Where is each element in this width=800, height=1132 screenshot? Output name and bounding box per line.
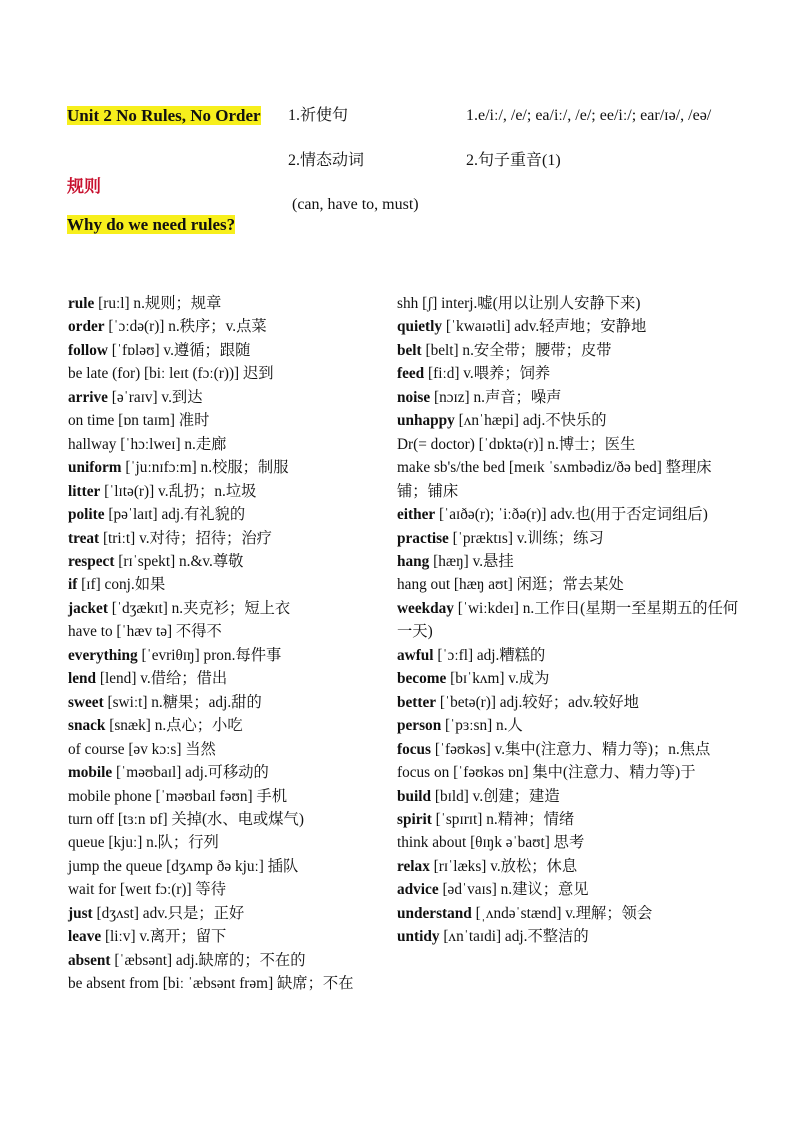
vocab-definition: [ˈjuːnɪfɔːm] n.校服；制服 bbox=[121, 459, 289, 477]
vocab-definition: [hæŋ] v.悬挂 bbox=[429, 552, 514, 570]
vocab-definition: [ˌʌndəˈstænd] v.理解；领会 bbox=[471, 904, 653, 922]
vocab-definition: [ˈwiːkdeɪ] n.工作日(星期一至星期五的任何一天) bbox=[397, 599, 739, 641]
vocab-definition: [dʒʌmp ðə kjuː] 插队 bbox=[162, 857, 299, 875]
vocab-entry bbox=[68, 644, 386, 667]
vocab-entry bbox=[68, 315, 386, 338]
vocab-definition: [kjuː] n.队；行列 bbox=[104, 834, 219, 852]
vocab-word: mobile bbox=[68, 764, 113, 782]
vocab-definition: [θɪŋk əˈbaʊt] 思考 bbox=[466, 834, 585, 852]
vocab-word: be late (for) bbox=[68, 365, 141, 383]
vocab-definition: [ʌnˈtaɪdi] adj.不整洁的 bbox=[439, 928, 589, 946]
vocab-word: advice bbox=[397, 881, 439, 899]
vocab-entry bbox=[68, 667, 386, 690]
vocab-word: jump the queue bbox=[68, 857, 163, 875]
vocab-entry bbox=[397, 714, 742, 737]
vocab-word: have to bbox=[68, 623, 113, 641]
vocab-word: build bbox=[397, 787, 432, 805]
vocab-word: queue bbox=[68, 834, 105, 852]
vocab-entry bbox=[68, 972, 386, 995]
vocab-word: weekday bbox=[397, 599, 454, 617]
vocab-entry bbox=[68, 925, 386, 948]
vocab-definition: [ˈfəʊkəs ɒn] 集中(注意力、精力等)于 bbox=[449, 764, 696, 782]
vocab-entry bbox=[68, 480, 386, 503]
vocab-definition: [snæk] n.点心；小吃 bbox=[105, 717, 243, 735]
vocab-entry bbox=[397, 386, 742, 409]
vocab-word: lend bbox=[68, 670, 97, 688]
grammar-point-2: 2.情态动词 bbox=[288, 152, 365, 169]
vocab-definition: [lend] v.借给；借出 bbox=[96, 670, 228, 688]
vocab-word: of course bbox=[68, 740, 125, 758]
vocab-definition: [ˈməʊbaɪl] adj.可移动的 bbox=[112, 764, 269, 782]
vocab-entry bbox=[397, 527, 742, 550]
vocab-entry bbox=[397, 550, 742, 573]
vocab-entry bbox=[68, 949, 386, 972]
vocab-definition: [bɪˈkʌm] v.成为 bbox=[446, 670, 550, 688]
vocab-entry bbox=[397, 878, 742, 901]
vocab-entry bbox=[68, 831, 386, 854]
vocab-entry bbox=[68, 714, 386, 737]
vocab-definition: [ˈdɒktə(r)] n.博士；医生 bbox=[474, 435, 636, 453]
grammar-note: (can, have to, must) bbox=[292, 196, 419, 213]
vocab-word: snack bbox=[68, 717, 106, 735]
vocab-entry bbox=[68, 292, 386, 315]
vocab-word: make sb's/the bed bbox=[397, 459, 506, 477]
vocab-word: focus bbox=[397, 740, 431, 758]
vocab-definition: [biː leɪt (fɔː(r))] 迟到 bbox=[140, 365, 274, 383]
vocab-entry bbox=[68, 808, 386, 831]
vocab-definition: [ˈkwaɪətli] adv.轻声地；安静地 bbox=[442, 318, 647, 336]
vocab-definition: [hæŋ aʊt] 闲逛；常去某处 bbox=[450, 576, 624, 594]
vocab-word: either bbox=[397, 506, 436, 524]
vocab-word: turn off bbox=[68, 810, 115, 828]
vocab-definition: [əv kɔːs] 当然 bbox=[124, 740, 216, 758]
vocab-word: Dr(= doctor) bbox=[397, 435, 475, 453]
vocab-word: belt bbox=[397, 341, 422, 359]
vocab-definition: [ˈhæv tə] 不得不 bbox=[112, 623, 222, 641]
vocab-word: focus on bbox=[397, 764, 450, 782]
vocab-entry bbox=[397, 292, 742, 315]
vocab-word: become bbox=[397, 670, 447, 688]
vocab-entry bbox=[397, 855, 742, 878]
vocab-definition: [meɪk ˈsʌmbədiz/ðə bed] 整理床铺；铺床 bbox=[397, 459, 712, 500]
vocab-definition: [ˈlɪtə(r)] v.乱扔；n.垃圾 bbox=[100, 482, 257, 500]
vocab-definition: [ˈfɒləʊ] v.遵循；跟随 bbox=[107, 341, 251, 359]
vocab-word: untidy bbox=[397, 928, 440, 946]
vocab-entry bbox=[397, 667, 742, 690]
vocab-definition: [swiːt] n.糖果；adj.甜的 bbox=[103, 693, 262, 711]
vocab-definition: [ˈfəʊkəs] v.集中(注意力、精力等)；n.焦点 bbox=[431, 740, 711, 758]
vocab-definition: [ʌnˈhæpi] adj.不快乐的 bbox=[454, 412, 607, 430]
vocab-entry bbox=[68, 503, 386, 526]
vocab-definition: [rɪˈlæks] v.放松；休息 bbox=[429, 857, 578, 875]
unit-title bbox=[67, 103, 269, 129]
vocab-entry bbox=[68, 409, 386, 432]
vocab-entry bbox=[68, 527, 386, 550]
vocab-entry bbox=[397, 315, 742, 338]
vocab-word: hang bbox=[397, 552, 430, 570]
vocab-entry bbox=[68, 620, 386, 643]
vocab-definition: [dʒʌst] adv.只是；正好 bbox=[92, 904, 245, 922]
vocab-word: jacket bbox=[68, 599, 108, 617]
vocab-word: polite bbox=[68, 506, 105, 524]
vocab-entry bbox=[68, 573, 386, 596]
vocab-definition: [ˈbetə(r)] adj.较好；adv.较好地 bbox=[436, 693, 639, 711]
vocab-entry bbox=[397, 597, 742, 644]
vocab-entry bbox=[397, 785, 742, 808]
vocab-word: order bbox=[68, 318, 105, 336]
vocab-entry bbox=[397, 691, 742, 714]
vocab-definition: [ɪf] conj.如果 bbox=[77, 576, 166, 594]
vocab-definition: [ədˈvaɪs] n.建议；意见 bbox=[438, 881, 589, 899]
unit-title-text: Unit 2 No Rules, No Order bbox=[67, 106, 261, 125]
pronunciation-point-1: 1.e/iː/, /e/; ea/iː/, /e/; ee/iː/; ear/ɪə/, /eə/ bbox=[466, 107, 712, 124]
vocab-word: shh bbox=[397, 295, 419, 312]
vocab-entry bbox=[397, 409, 742, 432]
vocab-entry bbox=[397, 456, 742, 503]
vocab-definition: [ruːl] n.规则；规章 bbox=[94, 295, 222, 312]
vocab-word: understand bbox=[397, 904, 472, 922]
vocab-definition: [liːv] v.离开；留下 bbox=[101, 928, 227, 946]
grammar-point-1: 1.祈使句 bbox=[288, 107, 349, 124]
vocab-entry bbox=[68, 691, 386, 714]
vocab-column-right bbox=[397, 292, 742, 949]
vocab-word: wait for bbox=[68, 881, 116, 899]
vocab-word: be absent from bbox=[68, 975, 159, 993]
vocab-entry bbox=[68, 597, 386, 620]
vocab-word: practise bbox=[397, 529, 449, 547]
vocab-word: treat bbox=[68, 529, 100, 547]
unit-question-text: Why do we need rules? bbox=[67, 215, 236, 234]
pronunciation-point-2: 2.句子重音(1) bbox=[466, 152, 561, 169]
vocab-definition: [nɔɪz] n.声音；噪声 bbox=[430, 388, 562, 406]
vocab-entry bbox=[68, 855, 386, 878]
vocab-word: unhappy bbox=[397, 412, 455, 430]
vocab-entry bbox=[68, 550, 386, 573]
vocab-definition: [ʃ] interj.嘘(用以让别人安静下来) bbox=[418, 295, 641, 312]
vocab-entry bbox=[397, 433, 742, 456]
vocab-entry bbox=[68, 878, 386, 901]
vocab-definition: [ˈspɪrɪt] n.精神；情绪 bbox=[431, 810, 575, 828]
vocab-word: on time bbox=[68, 412, 115, 430]
vocab-entry bbox=[68, 902, 386, 925]
vocab-definition: [ɒn taɪm] 准时 bbox=[114, 412, 210, 430]
vocab-definition: [ˈæbsənt] adj.缺席的；不在的 bbox=[110, 951, 306, 969]
vocab-definition: [ˈməʊbaɪl fəʊn] 手机 bbox=[151, 787, 287, 805]
vocab-word: just bbox=[68, 904, 93, 922]
vocab-entry bbox=[397, 925, 742, 948]
vocab-word: spirit bbox=[397, 810, 432, 828]
vocab-definition: [tɜːn ɒf] 关掉(水、电或煤气) bbox=[114, 810, 304, 828]
vocab-entry bbox=[397, 831, 742, 854]
vocab-definition: [ˈpɜːsn] n.人 bbox=[441, 717, 523, 735]
vocab-word: rule bbox=[68, 295, 95, 312]
vocab-definition: [ˈpræktɪs] v.训练；练习 bbox=[448, 529, 604, 547]
vocab-entry bbox=[397, 738, 742, 761]
vocab-definition: [ˈdʒækɪt] n.夹克衫；短上衣 bbox=[107, 599, 291, 617]
vocab-word: quietly bbox=[397, 318, 443, 336]
vocab-entry bbox=[397, 902, 742, 925]
vocab-word: if bbox=[68, 576, 78, 594]
vocab-word: respect bbox=[68, 552, 115, 570]
vocab-word: mobile phone bbox=[68, 787, 152, 805]
vocab-entry bbox=[397, 362, 742, 385]
vocab-word: think about bbox=[397, 834, 467, 852]
vocab-word: feed bbox=[397, 365, 425, 383]
vocab-definition: [triːt] v.对待；招待；治疗 bbox=[99, 529, 272, 547]
unit-question bbox=[67, 213, 235, 238]
vocab-entry bbox=[397, 761, 742, 784]
vocab-word: better bbox=[397, 693, 437, 711]
vocab-definition: [ˈaɪðə(r); ˈiːðə(r)] adv.也(用于否定词组后) bbox=[435, 506, 708, 524]
vocab-entry bbox=[397, 808, 742, 831]
vocab-word: hallway bbox=[68, 435, 117, 453]
vocab-definition: [ˈɔːdə(r)] n.秩序；v.点菜 bbox=[104, 318, 267, 336]
vocab-word: person bbox=[397, 717, 442, 735]
vocab-entry bbox=[68, 362, 386, 385]
vocab-word: everything bbox=[68, 646, 138, 664]
vocab-definition: [ˈɔːfl] adj.糟糕的 bbox=[433, 646, 546, 664]
vocab-word: uniform bbox=[68, 459, 122, 477]
vocab-word: noise bbox=[397, 388, 431, 406]
vocab-column-left bbox=[68, 292, 386, 996]
vocab-definition: [biː ˈæbsənt frəm] 缺席；不在 bbox=[158, 975, 354, 993]
vocab-definition: [əˈraɪv] v.到达 bbox=[107, 388, 203, 406]
vocab-word: leave bbox=[68, 928, 102, 946]
vocab-word: relax bbox=[397, 857, 430, 875]
vocab-entry bbox=[397, 503, 742, 526]
vocab-entry bbox=[68, 761, 386, 784]
vocab-entry bbox=[397, 573, 742, 596]
vocab-word: hang out bbox=[397, 576, 451, 594]
vocab-entry bbox=[68, 738, 386, 761]
vocab-definition: [ˈhɔːlweɪ] n.走廊 bbox=[116, 435, 227, 453]
vocab-entry bbox=[68, 456, 386, 479]
vocab-word: awful bbox=[397, 646, 434, 664]
vocab-entry bbox=[397, 339, 742, 362]
vocab-word: litter bbox=[68, 482, 101, 500]
vocab-entry bbox=[68, 785, 386, 808]
vocab-entry bbox=[68, 339, 386, 362]
vocab-entry bbox=[68, 433, 386, 456]
vocab-entry bbox=[397, 644, 742, 667]
vocab-definition: [rɪˈspekt] n.&v.尊敬 bbox=[114, 552, 244, 570]
vocab-definition: [fiːd] v.喂养；饲养 bbox=[424, 365, 551, 383]
vocab-definition: [bɪld] v.创建；建造 bbox=[431, 787, 560, 805]
vocab-definition: [pəˈlaɪt] adj.有礼貌的 bbox=[104, 506, 246, 524]
unit-chinese-title: 规则 bbox=[67, 177, 101, 197]
vocab-definition: [belt] n.安全带；腰带；皮带 bbox=[421, 341, 612, 359]
vocab-word: arrive bbox=[68, 388, 108, 406]
vocab-word: follow bbox=[68, 341, 108, 359]
vocab-entry bbox=[68, 386, 386, 409]
vocab-word: sweet bbox=[68, 693, 104, 711]
vocab-definition: [ˈevriθɪŋ] pron.每件事 bbox=[137, 646, 282, 664]
vocab-definition: [weɪt fɔː(r)] 等待 bbox=[116, 881, 227, 899]
vocab-word: absent bbox=[68, 951, 111, 969]
